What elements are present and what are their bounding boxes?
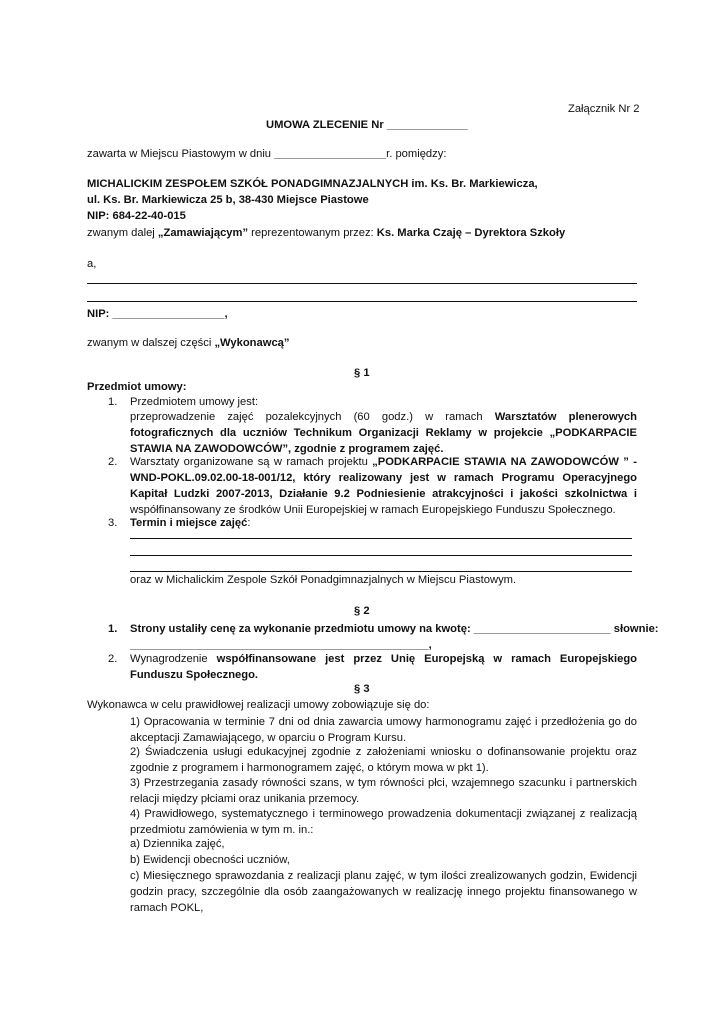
section-1-heading: § 1 [354, 367, 370, 379]
s3-intro: Wykonawca w celu prawidłowej realizacji umowy zobowiązuje się do: [87, 699, 430, 711]
contractor-called-name: „Wykonawcą” [214, 337, 290, 349]
and-text: a, [87, 258, 97, 270]
s3-point-1: 1) Opracowania w terminie 7 dni od dnia zawarcia umowy harmonogramu zajęć i przedłożenia go do akceptacji Zamawiającego, w oparciu o Program Kursu. [130, 716, 637, 744]
s2-item-2-text [130, 651, 637, 683]
s3-point-2: 2) Świadczenia usługi edukacyjnej zgodnie z założeniami wniosku o dofinansowanie projektu oraz zgodnie z programem i harmonogramem zajęć, o którym mowa w pkt 1). [130, 746, 637, 774]
s2-item-2-number: 2. [108, 653, 118, 665]
annex-label: Załącznik Nr 2 [568, 103, 640, 115]
s1-item-1-number: 1. [108, 396, 118, 408]
represented-text: reprezentowanym przez: [248, 227, 377, 239]
contractor-called-prefix: zwanym w dalszej części [87, 337, 215, 349]
director-name: Ks. Marka Czaję – Dyrektora Szkoły [376, 227, 566, 239]
s1-item-3-place: oraz w Michalickim Zespole Szkół Ponadgimnazjalnych w Miejscu Piastowym. [130, 574, 517, 586]
s1-item-1-text-b: Warsztatów plenerowych fotograficznych dla uczniów Technikum Organizacji Reklamy w projekcie „PODKARPACIE STAWIA NA ZAWODOWCÓW”, zgodnie z programem zajęć. [130, 411, 637, 455]
ordering-party-address: ul. Ks. Br. Markiewicza 25 b, 38-430 Miejsce Piastowe [87, 194, 369, 206]
concluded-prefix: zawarta w Miejscu Piastowym w dniu [87, 148, 275, 160]
s3-point-a: a) Dziennika zajęć, [130, 838, 225, 850]
s2-item-1-words-blank: ________________________________________________, [130, 639, 432, 651]
s1-item-2-text-c: współfinansowany ze środków Unii Europejskiej w ramach Europejskiego Funduszu Społecznego. [130, 504, 616, 516]
called-name: „Zamawiającym” [157, 227, 249, 239]
section-3-heading: § 3 [354, 683, 370, 695]
section-2-heading: § 2 [354, 605, 370, 617]
ordering-party-nip: NIP: 684-22-40-015 [87, 210, 186, 222]
date-blank: __________________ [274, 148, 387, 160]
contractor-blank-line-1 [87, 283, 637, 284]
concluded-line [87, 146, 446, 162]
s1-item-2-text [130, 454, 637, 518]
s1-item-3-colon: : [247, 517, 251, 529]
s1-item-1-intro: Przedmiotem umowy jest: [130, 396, 259, 408]
s3-point-b: b) Ewidencji obecności uczniów, [130, 854, 290, 866]
subject-heading: Przedmiot umowy: [87, 381, 187, 393]
concluded-suffix: r. pomiędzy: [386, 148, 447, 160]
called-prefix: zwanym dalej [87, 227, 158, 239]
ordering-party-called [87, 225, 565, 241]
contractor-called [87, 335, 289, 351]
s3-point-c: c) Miesięcznego sprawozdania z realizacji planu zajęć, w tym ilości zrealizowanych godzin, Ewidencji godzin pracy, szczególnie dla osób zaangażowanych w realizację innego projektu finansowanego w ramach POKL, [130, 870, 637, 914]
s1-item-2-text-b: „PODKARPACIE STAWIA NA ZAWODOWCÓW ” - WND-POKL.09.02.00-18-001/12, który realizowany jest w ramach Programu Operacyjnego Kapitał Ludzki 2007-2013, Działanie 9.2 Podniesienie atrakcyjności i jakości szkolnictwa i [130, 456, 637, 500]
contract-title: UMOWA ZLECENIE Nr _____________ [266, 119, 468, 131]
s1-item-2-number: 2. [108, 456, 118, 468]
s3-point-4: 4) Prawidłowego, systematycznego i terminowego prowadzenia dokumentacji związanej z realizacją przedmiotu zamówienia w tym m. in.: [130, 808, 637, 836]
s1-item-3-number: 3. [108, 517, 118, 529]
s2-item-1-number: 1. [108, 623, 118, 635]
s2-item-1-text: Strony ustaliły cenę za wykonanie przedmiotu umowy na kwotę: ______________________ słownie: [130, 623, 659, 635]
contractor-nip: NIP: __________________, [87, 308, 228, 320]
s3-point-3: 3) Przestrzegania zasady równości szans, w tym równości płci, wzajemnego szacunku i partnerskich relacji między płciami oraz unikania przemocy. [130, 777, 637, 805]
ordering-party-name: MICHALICKIM ZESPOŁEM SZKÓŁ PONADGIMNAZJALNYCH im. Ks. Br. Markiewicza, [87, 178, 538, 190]
s1-item-3-label: Termin i miejsce zajęć [130, 517, 248, 529]
s1-item-3-label-wrap [130, 515, 250, 531]
s1-item-1-text-a: przeprowadzenie zajęć pozalekcyjnych (60 godz.) w ramach [130, 411, 495, 423]
s2-item-2-text-a: Wynagrodzenie [130, 653, 217, 665]
term-blank-line-1 [130, 538, 632, 539]
s2-item-2-text-b: współfinansowane jest przez Unię Europejską w ramach Europejskiego Funduszu Społecznego. [130, 653, 637, 681]
s1-item-2-text-a: Warsztaty organizowane są w ramach projektu [130, 456, 373, 468]
s1-item-1-text [130, 409, 637, 457]
contractor-blank-line-2 [87, 301, 637, 302]
term-blank-line-2 [130, 555, 632, 556]
